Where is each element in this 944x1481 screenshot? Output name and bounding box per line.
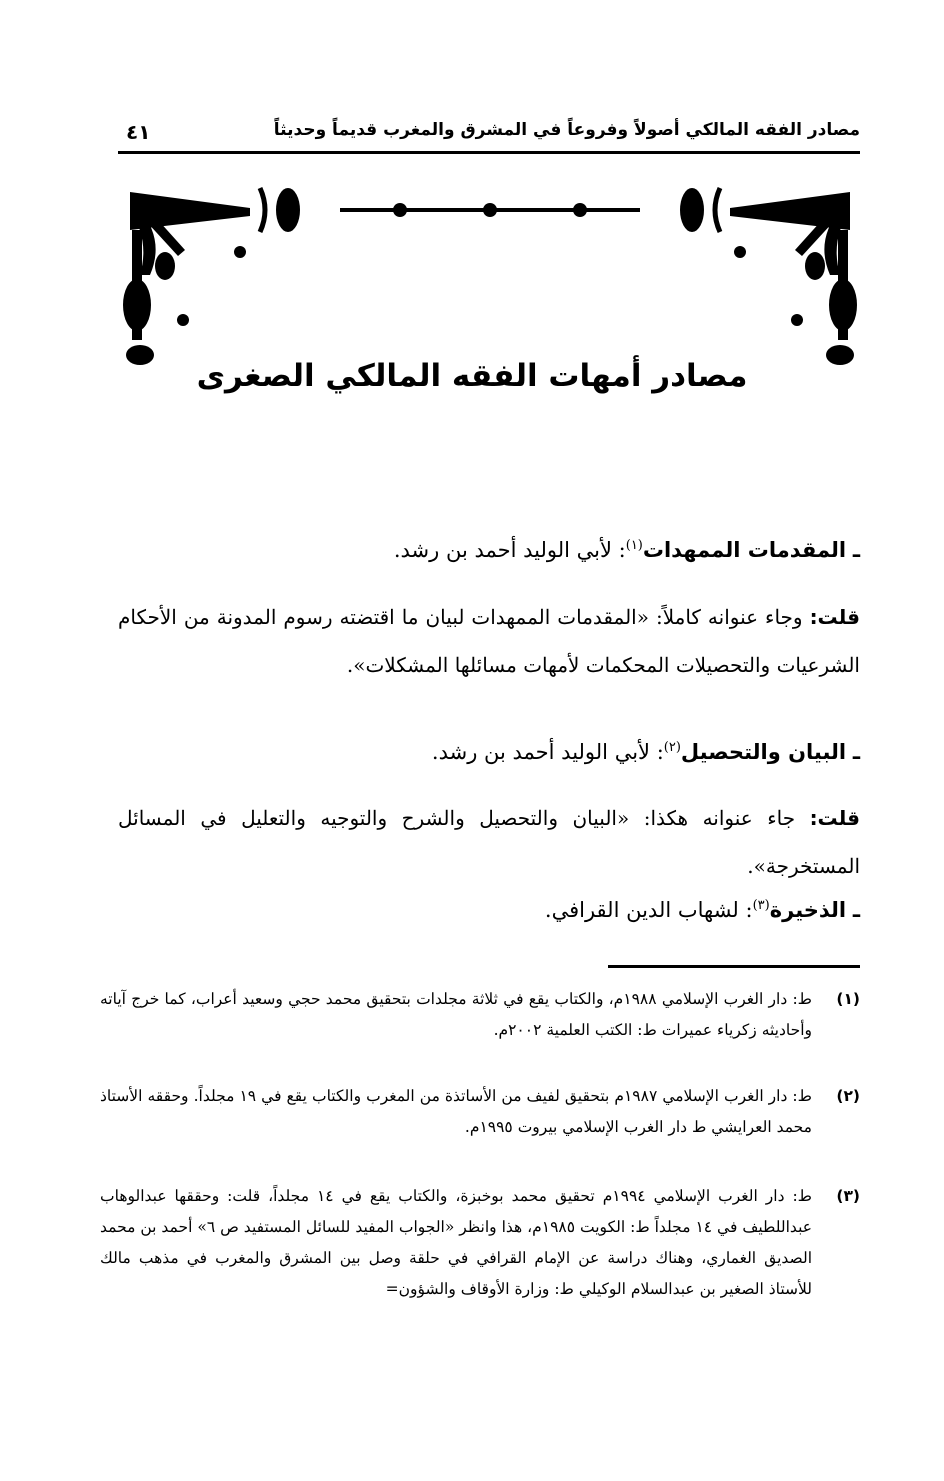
footnote	[100, 1081, 860, 1143]
entry-author: : لأبي الوليد أحمد بن رشد.	[431, 740, 664, 764]
running-header	[118, 120, 860, 152]
entry-title: الذخيرة	[769, 898, 847, 922]
note-text: وجاء عنوانه كاملاً: «المقدمات الممهدات لبيان ما اقتضته رسوم المدونة من الأحكام الشرعيات والتحصيلات المحكمات لأمهات مسائلها المشكلات».	[118, 605, 860, 677]
header-rule	[118, 151, 860, 154]
footnote-ref: (٣)	[752, 898, 770, 913]
ornament-right-corner	[680, 188, 857, 365]
entry-item	[545, 898, 860, 922]
note-paragraph	[118, 794, 860, 890]
entry-dash: ـ	[852, 898, 860, 922]
footnote-text: ط: دار الغرب الإسلامي ١٩٨٨م، والكتاب يقع في ثلاثة مجلدات بتحقيق محمد حجي وسعيد أعراب، كما خرج آياته وأحاديثه زكرياء عميرات ط: الكتب العلمية ٢٠٠٢م.	[100, 990, 812, 1039]
footnote-text: ط: دار الغرب الإسلامي ١٩٩٤م تحقيق محمد بوخبزة، والكتاب يقع في ١٤ مجلداً، قلت: وحققها عبدالوهاب عبداللطيف في ١٤ مجلداً ط: الكويت ١٩٨٥م، هذا وانظر «الجواب المفيد للسائل المستفيد ص ٦» أحمد بن محمد الصديق الغماري، وهناك دراسة عن الإمام القرافي في حلقة وصل بين المشرق والمغرب في مذهب مالك للأستاذ الصغير بن عبدالسلام الوكيلي ط: وزارة الأوقاف والشؤون=	[100, 1187, 813, 1298]
entry-title: المقدمات الممهدات	[642, 538, 847, 562]
footnote	[100, 1181, 860, 1305]
footnote-rule	[608, 965, 860, 968]
footnote-ref: (٢)	[663, 740, 681, 755]
entry-item	[432, 740, 860, 764]
footnote-number: (١)	[836, 990, 860, 1008]
footnote-ref: (١)	[625, 538, 643, 553]
note-lead: قلت:	[809, 806, 860, 830]
footnote-text: ط: دار الغرب الإسلامي ١٩٨٧م بتحقيق لفيف من الأساتذة من المغرب والكتاب يقع في ١٩ مجلداً. وحققه الأستاذ محمد العرايشي ط دار الغرب الإسلامي بيروت ١٩٩٥م.	[100, 1087, 812, 1136]
chapter-title: مصادر أمهات الفقه المالكي الصغرى	[196, 358, 748, 394]
note-lead: قلت:	[809, 605, 860, 629]
page-number: ٤١	[126, 120, 151, 144]
ornament-frame	[110, 180, 870, 380]
footnote	[100, 984, 860, 1046]
entry-item	[394, 538, 860, 562]
entry-author: : لأبي الوليد أحمد بن رشد.	[393, 538, 626, 562]
footnote-number: (٣)	[836, 1187, 860, 1205]
ornament-left-corner	[123, 188, 300, 365]
entry-title: البيان والتحصيل	[680, 740, 847, 764]
running-header-title: مصادر الفقه المالكي أصولاً وفروعاً في المشرق والمغرب قديماً وحديثاً	[273, 120, 860, 140]
entry-dash: ـ	[852, 538, 860, 562]
note-paragraph	[118, 593, 860, 689]
note-text: جاء عنوانه هكذا: «البيان والتحصيل والشرح والتوجيه والتعليل في المسائل المستخرجة».	[118, 806, 860, 878]
entry-dash: ـ	[852, 740, 860, 764]
footnote-number: (٢)	[836, 1087, 860, 1105]
entry-author: : لشهاب الدين القرافي.	[544, 898, 753, 922]
